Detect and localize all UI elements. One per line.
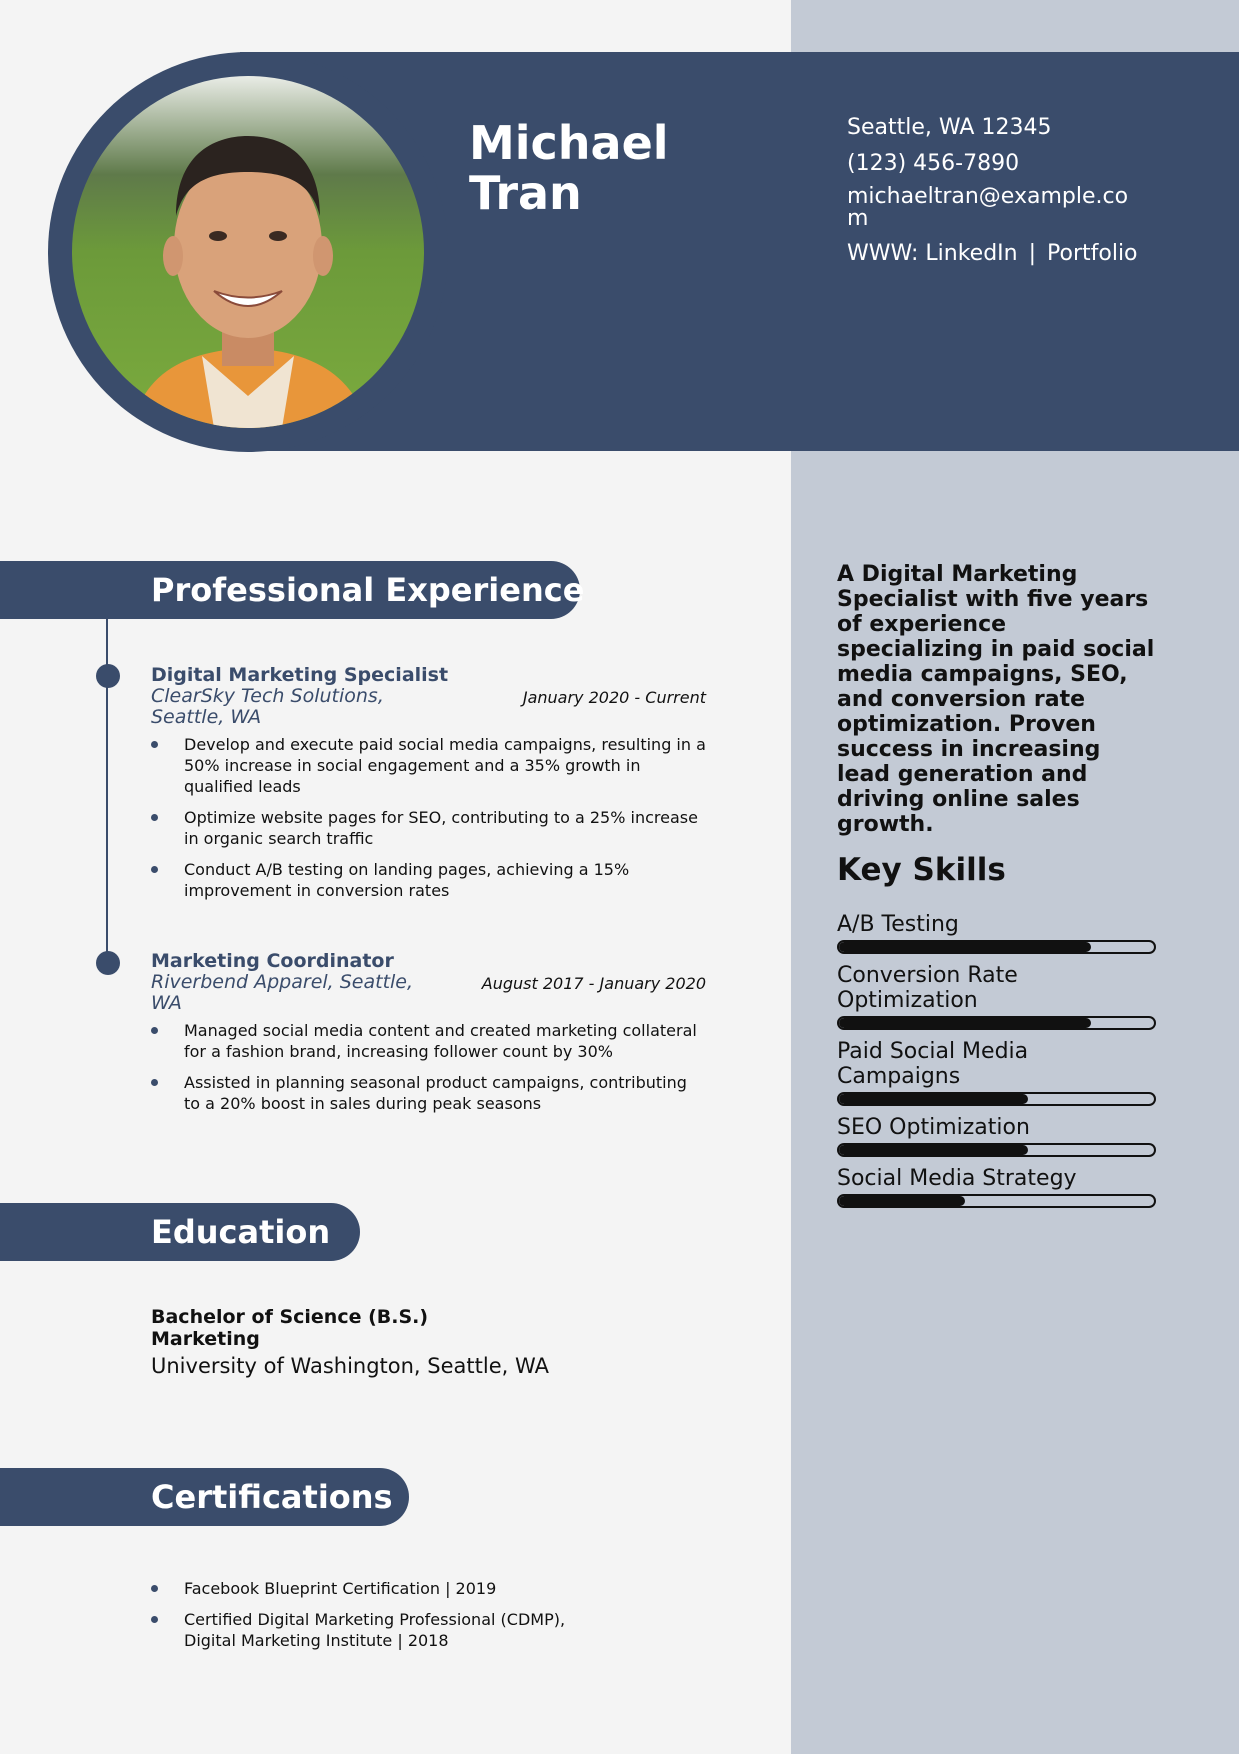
job-company: ClearSky Tech Solutions, Seattle, WA	[151, 685, 384, 728]
skill-fill	[839, 1018, 1091, 1028]
job-bullets	[151, 1020, 706, 1114]
skill-name: Social Media Strategy	[837, 1166, 1077, 1191]
phone: (123) 456-7890	[847, 151, 1020, 176]
job-entry	[151, 950, 706, 1124]
experience-heading: Professional Experience	[0, 561, 580, 619]
first-name: Michael	[469, 116, 669, 170]
degree: Bachelor of Science (B.S.) Marketing	[151, 1306, 429, 1350]
list-item: Develop and execute paid social media campaigns, resulting in a 50% increase in social engagement and a 35% growth in qualified leads	[151, 734, 706, 797]
profile-photo	[72, 76, 424, 428]
skill-name: A/B Testing	[837, 912, 959, 937]
skill-bar	[837, 1016, 1156, 1030]
linkedin-link[interactable]: LinkedIn	[925, 241, 1018, 266]
list-item: Managed social media content and created marketing collateral for a fashion brand, increasing follower count by 30%	[151, 1020, 706, 1062]
job-dates: January 2020 - Current	[522, 688, 706, 707]
candidate-name	[469, 118, 669, 218]
contact-info	[847, 114, 1147, 276]
school: University of Washington, Seattle, WA	[151, 1354, 549, 1378]
certifications-heading: Certifications	[0, 1468, 409, 1526]
skill-bar	[837, 1092, 1156, 1106]
bullet-icon	[151, 1616, 158, 1623]
skill-name: SEO Optimization	[837, 1115, 1030, 1140]
list-item: Facebook Blueprint Certification | 2019	[151, 1578, 711, 1599]
skill-fill	[839, 1196, 965, 1206]
skill-name: Conversion Rate Optimization	[837, 963, 1018, 1013]
timeline-dot	[96, 664, 120, 688]
web-prefix: WWW:	[847, 241, 919, 266]
list-item: Optimize website pages for SEO, contributing to a 25% increase in organic search traffic	[151, 807, 706, 849]
job-title: Marketing Coordinator	[151, 950, 394, 972]
skill-bar	[837, 1194, 1156, 1208]
web-links	[847, 240, 1147, 268]
portfolio-link[interactable]: Portfolio	[1047, 241, 1138, 266]
list-item: Assisted in planning seasonal product campaigns, contributing to a 20% boost in sales during peak seasons	[151, 1072, 706, 1114]
skill-bar	[837, 1143, 1156, 1157]
timeline-dot	[96, 951, 120, 975]
education-entry	[151, 1306, 711, 1380]
link-separator: |	[1028, 241, 1037, 266]
list-item: Certified Digital Marketing Professional (CDMP), Digital Marketing Institute | 2018	[151, 1609, 711, 1651]
bullet-icon	[151, 741, 158, 748]
job-dates: August 2017 - January 2020	[481, 974, 706, 993]
bullet-icon	[151, 1079, 158, 1086]
job-company: Riverbend Apparel, Seattle, WA	[151, 971, 414, 1014]
profile-summary: A Digital Marketing Specialist with five years of experience specializing in paid social media campaigns, SEO, and conversion rate optimization. Proven success in increasing lead generation and driving online sales growth.	[837, 562, 1155, 837]
certifications-list	[151, 1572, 711, 1661]
skill-name: Paid Social Media Campaigns	[837, 1039, 1029, 1089]
skills-heading: Key Skills	[837, 852, 1006, 888]
skill-fill	[839, 1145, 1028, 1155]
address: Seattle, WA 12345	[847, 115, 1052, 140]
bullet-icon	[151, 866, 158, 873]
bullet-icon	[151, 1027, 158, 1034]
skills-list	[837, 912, 1156, 1217]
bullet-icon	[151, 1585, 158, 1592]
email-link[interactable]: michaeltran@example.com	[847, 184, 1129, 231]
skill-fill	[839, 1094, 1028, 1104]
bullet-icon	[151, 814, 158, 821]
list-item: Conduct A/B testing on landing pages, achieving a 15% improvement in conversion rates	[151, 859, 706, 901]
job-title: Digital Marketing Specialist	[151, 664, 449, 686]
skill-fill	[839, 942, 1091, 952]
education-heading: Education	[0, 1203, 360, 1261]
job-entry	[151, 664, 706, 911]
last-name: Tran	[469, 166, 582, 220]
skill-bar	[837, 940, 1156, 954]
job-bullets	[151, 734, 706, 901]
